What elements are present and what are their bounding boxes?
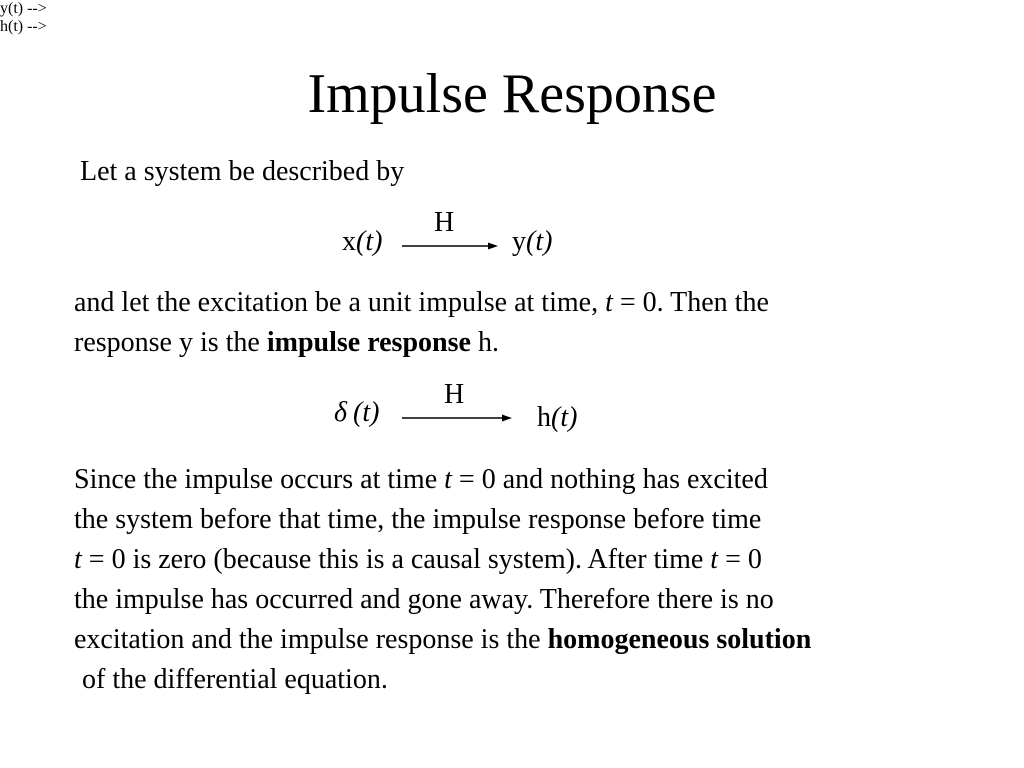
diagram1-input-var: x	[342, 226, 356, 257]
text-run: = 0. Then the	[612, 287, 769, 318]
text-run: Since the impulse occurs at time	[74, 464, 445, 495]
diagram2-operator-label: H	[444, 379, 465, 410]
diagram1-output-var: y	[512, 226, 526, 257]
paragraph1-line2	[74, 323, 769, 363]
time-variable: t	[74, 544, 82, 575]
slide-title: Impulse Response	[307, 63, 717, 125]
diagram1-output-arg: (t)	[526, 226, 553, 257]
paragraph2-line5	[74, 620, 811, 660]
text-run: and let the excitation be a unit impulse at time,	[74, 287, 606, 318]
diagram2-input-arg: (t)	[353, 397, 380, 428]
text-run: response y is the	[74, 327, 267, 358]
text-run: h.	[470, 327, 499, 358]
homogeneous-solution-term: homogeneous solution	[547, 624, 812, 655]
paragraph1-line1	[74, 283, 769, 323]
text-run: = 0	[718, 544, 762, 575]
text-run: = 0 and nothing has excited	[451, 464, 768, 495]
diagram2-input	[334, 397, 379, 429]
paragraph2-line2: the system before that time, the impulse response before time	[74, 504, 762, 535]
arrow-right-icon	[400, 411, 516, 425]
arrow-right-icon	[400, 239, 500, 253]
diagram1-input-arg: (t)	[356, 226, 383, 257]
intro-text: Let a system be described by	[80, 156, 405, 187]
time-variable: t	[444, 464, 452, 495]
paragraph2-line1	[74, 460, 811, 500]
diagram2-output-var: h	[537, 402, 551, 433]
impulse-response-term: impulse response	[266, 327, 471, 358]
text-run: = 0 is zero (because this is a causal system). After time	[81, 544, 711, 575]
time-variable: t	[710, 544, 719, 575]
paragraph2-line6: of the differential equation.	[82, 664, 388, 695]
diagram1-input	[342, 226, 382, 258]
paragraph2-line3	[74, 540, 811, 580]
text-run: excitation and the impulse response is the	[74, 624, 548, 655]
delta-symbol: δ	[334, 397, 348, 428]
paragraph2-line4: the impulse has occurred and gone away. Therefore there is no	[74, 584, 774, 615]
diagram2-output-arg: (t)	[551, 402, 578, 433]
diagram1-output	[512, 226, 552, 258]
paragraph-2	[74, 460, 811, 700]
diagram1-operator-label: H	[434, 207, 455, 238]
time-variable: t	[605, 287, 613, 318]
paragraph-1	[74, 283, 769, 363]
diagram2-output	[537, 402, 577, 434]
